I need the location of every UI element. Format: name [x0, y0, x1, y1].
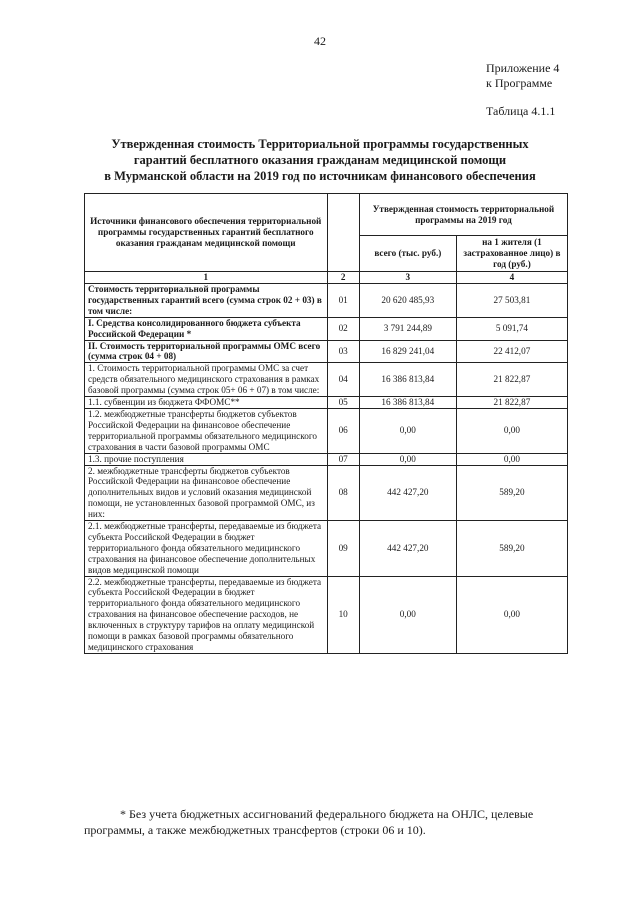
row-label: 2.1. межбюджетные трансферты, передаваемые из бюджета субъекта Российской Федерации в бюджет территориального фонда обязательного медицинского страхования на финансовое обеспечение дополнительных видов медицинской помощи: [85, 521, 328, 577]
row-per-capita: 589,20: [456, 465, 567, 521]
row-per-capita: 589,20: [456, 521, 567, 577]
row-per-capita: 21 822,87: [456, 363, 567, 397]
table-row: [85, 453, 568, 465]
row-code: 06: [327, 408, 359, 453]
row-code: 05: [327, 397, 359, 409]
table-row: [85, 317, 568, 340]
row-per-capita: 27 503,81: [456, 284, 567, 318]
row-per-capita: 22 412,07: [456, 340, 567, 363]
row-code: 03: [327, 340, 359, 363]
row-label: I. Средства консолидированного бюджета субъекта Российской Федерации *: [85, 317, 328, 340]
row-label: 1.2. межбюджетные трансферты бюджетов субъектов Российской Федерации на финансовое обеспечение территориальной программы обязательного медицинского страхования в части базовой программы ОМС: [85, 408, 328, 453]
row-code: 08: [327, 465, 359, 521]
page-number: 42: [314, 34, 326, 48]
header-code: [327, 194, 359, 272]
row-label: 1.1. субвенции из бюджета ФФОМС**: [85, 397, 328, 409]
row-total: 16 386 813,84: [359, 363, 456, 397]
column-index: 4: [456, 272, 567, 284]
cost-table: [84, 193, 568, 654]
footnote: [84, 806, 576, 838]
table-row: [85, 284, 568, 318]
table-row: [85, 397, 568, 409]
title-line-2: гарантий бесплатного оказания гражданам медицинской помощи: [133, 153, 507, 167]
row-total: 20 620 485,93: [359, 284, 456, 318]
appendix-line-2: к Программе: [486, 76, 553, 90]
row-total: 16 829 241,04: [359, 340, 456, 363]
column-index: 1: [85, 272, 328, 284]
table-row: [85, 363, 568, 397]
column-index: 3: [359, 272, 456, 284]
table-row: [85, 465, 568, 521]
row-label: II. Стоимость территориальной программы ОМС всего (сумма строк 04 + 08): [85, 340, 328, 363]
row-total: 0,00: [359, 453, 456, 465]
row-label: 1.3. прочие поступления: [85, 453, 328, 465]
row-total: 0,00: [359, 576, 456, 653]
row-code: 07: [327, 453, 359, 465]
table-label: Таблица 4.1.1: [486, 104, 556, 118]
header-per-capita: на 1 жителя (1 застрахованное лицо) в год (руб.): [456, 236, 567, 272]
row-label: Стоимость территориальной программы государственных гарантий всего (сумма строк 02 + 03) в том числе:: [85, 284, 328, 318]
title-line-1: Утвержденная стоимость Территориальной программы государственных: [111, 137, 529, 151]
row-label: 2.2. межбюджетные трансферты, передаваемые из бюджета субъекта Российской Федерации в бюджет территориального фонда обязательного медицинского страхования на финансовое обеспечение расходов, не включенных в структуру тарифов на оплату медицинской помощи в рамках базовой программы обязательного медицинского страхования: [85, 576, 328, 653]
row-per-capita: 0,00: [456, 453, 567, 465]
appendix-line-1: Приложение 4: [486, 61, 560, 75]
row-per-capita: 5 091,74: [456, 317, 567, 340]
row-code: 10: [327, 576, 359, 653]
row-code: 09: [327, 521, 359, 577]
row-per-capita: 0,00: [456, 576, 567, 653]
table-row: [85, 340, 568, 363]
row-total: 442 427,20: [359, 521, 456, 577]
row-label: 1. Стоимость территориальной программы ОМС за счет средств обязательного медицинского страхования в рамках базовой программы (сумма строк 05+ 06 + 07) в том числе:: [85, 363, 328, 397]
table-row: [85, 576, 568, 653]
table-row: [85, 521, 568, 577]
row-label: 2. межбюджетные трансферты бюджетов субъектов Российской Федерации на финансовое обеспечение дополнительных видов и условий оказания медицинской помощи, не установленных базовой программой ОМС, из них:: [85, 465, 328, 521]
row-per-capita: 0,00: [456, 408, 567, 453]
row-total: 16 386 813,84: [359, 397, 456, 409]
footnote-line-1: * Без учета бюджетных ассигнований федерального бюджета на ОНЛС, целевые: [120, 807, 534, 821]
title-line-3: в Мурманской области на 2019 год по источникам финансового обеспечения: [104, 169, 536, 183]
row-code: 02: [327, 317, 359, 340]
footnote-line-2: программы, а также межбюджетных трансфертов (строки 06 и 10).: [84, 823, 426, 837]
row-code: 04: [327, 363, 359, 397]
row-total: 3 791 244,89: [359, 317, 456, 340]
row-total: 0,00: [359, 408, 456, 453]
column-index-row: [85, 272, 568, 284]
row-code: 01: [327, 284, 359, 318]
document-title: [60, 136, 580, 184]
header-approved: Утвержденная стоимость территориальной программы на 2019 год: [359, 194, 567, 236]
row-per-capita: 21 822,87: [456, 397, 567, 409]
row-total: 442 427,20: [359, 465, 456, 521]
header-total: всего (тыс. руб.): [359, 236, 456, 272]
column-index: 2: [327, 272, 359, 284]
header-source: Источники финансового обеспечения территориальной программы государственных гарантий бесплатного оказания гражданам медицинской помощи: [85, 194, 328, 272]
table-row: [85, 408, 568, 453]
